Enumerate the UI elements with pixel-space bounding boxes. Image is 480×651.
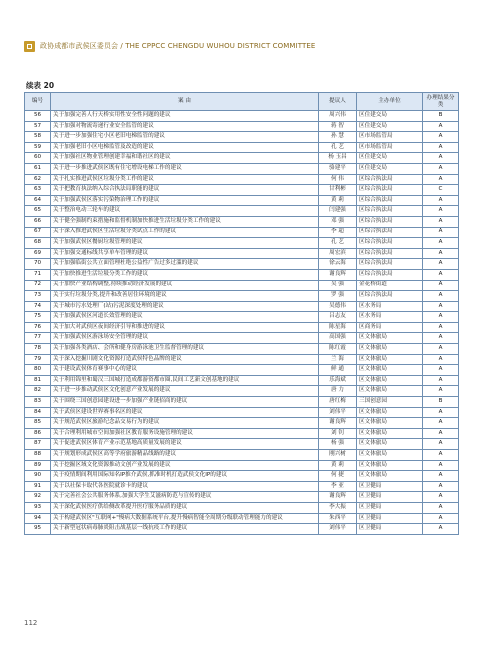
row-result-category: A xyxy=(423,418,459,429)
row-host-unit: 区文体旅局 xyxy=(357,439,423,450)
row-number: 90 xyxy=(25,471,51,482)
row-number: 94 xyxy=(25,513,51,524)
row-subject: 关于实行垃圾分类,提升和改善居住环境的建议 xyxy=(51,291,319,302)
row-subject: 关于加强武侯区河道长效管理的建议 xyxy=(51,312,319,323)
row-proposer: 徐云海 xyxy=(319,259,357,270)
row-number: 85 xyxy=(25,418,51,429)
row-result-category: A xyxy=(423,344,459,355)
row-result-category: A xyxy=(423,439,459,450)
table-row xyxy=(25,418,459,429)
table-row xyxy=(25,142,459,153)
row-proposer: 李 超 xyxy=(319,227,357,238)
table-row xyxy=(25,439,459,450)
row-number: 81 xyxy=(25,375,51,386)
header-host-unit: 主办单位 xyxy=(357,93,423,111)
row-proposer: 周宏滨 xyxy=(319,248,357,259)
row-subject: 关于以社保卡取代各医院就诊卡的建议 xyxy=(51,481,319,492)
table-row xyxy=(25,312,459,323)
cppcc-logo-icon xyxy=(24,41,35,52)
row-host-unit: 区综合执法局 xyxy=(357,174,423,185)
header-number: 编号 xyxy=(25,93,51,111)
row-result-category: A xyxy=(423,492,459,503)
row-result-category: A xyxy=(423,407,459,418)
row-host-unit: 区综合执法局 xyxy=(357,216,423,227)
row-host-unit: 区卫健局 xyxy=(357,524,423,535)
table-row xyxy=(25,502,459,513)
row-result-category: A xyxy=(423,269,459,280)
row-proposer: 陈星海 xyxy=(319,322,357,333)
row-number: 62 xyxy=(25,174,51,185)
row-number: 75 xyxy=(25,312,51,323)
row-result-category: A xyxy=(423,227,459,238)
row-subject: 关于合理利用城市空间加强社区教育服务设施管理的建议 xyxy=(51,428,319,439)
row-proposer: 兰 海 xyxy=(319,354,357,365)
table-row xyxy=(25,111,459,122)
row-proposer: 骆建平 xyxy=(319,163,357,174)
row-host-unit: 区综合执法局 xyxy=(357,259,423,270)
row-result-category: A xyxy=(423,450,459,461)
row-host-unit: 区卫健局 xyxy=(357,513,423,524)
row-result-category: A xyxy=(423,524,459,535)
table-continuation-label: 续表 20 xyxy=(26,81,55,90)
table-row xyxy=(25,428,459,439)
row-proposer: 吴德伟 xyxy=(319,301,357,312)
row-number: 83 xyxy=(25,397,51,408)
row-proposer: 陈红霞 xyxy=(319,344,357,355)
row-result-category: A xyxy=(423,121,459,132)
row-result-category: A xyxy=(423,153,459,164)
row-subject: 关于加强武侯区落实污染物治理工作的建议 xyxy=(51,195,319,206)
row-subject: 关于促进武侯区体育产业示范基地高质量发展的建议 xyxy=(51,439,319,450)
row-proposer: 乐海斌 xyxy=(319,375,357,386)
table-row xyxy=(25,386,459,397)
table-row xyxy=(25,375,459,386)
row-subject: 关于健全强制约束措施和监督机制加快推进生活垃圾分类工作的建议 xyxy=(51,216,319,227)
row-host-unit: 区住建交局 xyxy=(357,111,423,122)
row-number: 89 xyxy=(25,460,51,471)
row-proposer: 朱西平 xyxy=(319,513,357,524)
row-subject: 关于加大对武侯区夜间经济引导和推进的建议 xyxy=(51,322,319,333)
row-number: 68 xyxy=(25,238,51,249)
row-number: 88 xyxy=(25,450,51,461)
row-subject: 关于加强各类酒店、会所和健身房游泳池卫生监督管理的建议 xyxy=(51,344,319,355)
row-result-category: A xyxy=(423,428,459,439)
table-row xyxy=(25,280,459,291)
row-number: 60 xyxy=(25,153,51,164)
row-proposer: 刚兴树 xyxy=(319,450,357,461)
row-number: 93 xyxy=(25,502,51,513)
table-header-row xyxy=(25,93,459,111)
row-number: 77 xyxy=(25,333,51,344)
table-row xyxy=(25,397,459,408)
row-result-category: A xyxy=(423,354,459,365)
row-host-unit: 区卫健局 xyxy=(357,492,423,503)
row-proposer: 吕志友 xyxy=(319,312,357,323)
row-proposer: 周兴伟 xyxy=(319,111,357,122)
proposals-table xyxy=(24,92,459,535)
row-number: 65 xyxy=(25,206,51,217)
row-proposer: 邓 强 xyxy=(319,216,357,227)
row-result-category: A xyxy=(423,322,459,333)
row-subject: 关于把教育执法纳入综合执法局职能的建议 xyxy=(51,185,319,196)
row-subject: 关于加强社区物业管理创建幸福和谐社区的建议 xyxy=(51,153,319,164)
table-row xyxy=(25,524,459,535)
row-host-unit: 区文体旅局 xyxy=(357,450,423,461)
table-row xyxy=(25,195,459,206)
table-row xyxy=(25,185,459,196)
row-proposer: 谢良辉 xyxy=(319,492,357,503)
row-proposer: 何 伟 xyxy=(319,174,357,185)
row-host-unit: 区水务局 xyxy=(357,312,423,323)
row-host-unit: 区文体旅局 xyxy=(357,375,423,386)
row-proposer: 刘伟平 xyxy=(319,524,357,535)
row-host-unit: 区卫健局 xyxy=(357,481,423,492)
row-number: 57 xyxy=(25,121,51,132)
row-subject: 关于整治电动三轮车的建议 xyxy=(51,206,319,217)
row-result-category: A xyxy=(423,206,459,217)
header-subject: 案 由 xyxy=(51,93,319,111)
row-number: 74 xyxy=(25,301,51,312)
row-number: 66 xyxy=(25,216,51,227)
table-row xyxy=(25,301,459,312)
row-number: 64 xyxy=(25,195,51,206)
row-host-unit: 区文体旅局 xyxy=(357,460,423,471)
row-host-unit: 区文体旅局 xyxy=(357,354,423,365)
row-result-category: A xyxy=(423,248,459,259)
table-row xyxy=(25,121,459,132)
row-subject: 关于加快推进生活垃圾分类工作的建议 xyxy=(51,269,319,280)
row-proposer: 李 亚 xyxy=(319,481,357,492)
row-number: 56 xyxy=(25,111,51,122)
table-row xyxy=(25,174,459,185)
table-row xyxy=(25,492,459,503)
row-host-unit: 区商务局 xyxy=(357,322,423,333)
table-row xyxy=(25,365,459,376)
page-header xyxy=(24,40,315,52)
row-number: 69 xyxy=(25,248,51,259)
header-proposer: 提议人 xyxy=(319,93,357,111)
row-result-category: A xyxy=(423,259,459,270)
row-proposer: 何 捷 xyxy=(319,471,357,482)
row-subject: 关于进一步推进武侯区既有住宅增设电梯工作的建议 xyxy=(51,163,319,174)
row-proposer: 黄 莉 xyxy=(319,195,357,206)
row-number: 61 xyxy=(25,163,51,174)
row-subject: 关于深入推进武侯区生活垃圾分类试点工作的建议 xyxy=(51,227,319,238)
row-host-unit: 区综合执法局 xyxy=(357,185,423,196)
table-row xyxy=(25,407,459,418)
row-number: 84 xyxy=(25,407,51,418)
row-host-unit: 区文体旅局 xyxy=(357,386,423,397)
row-subject: 关于利用锦里和蜀汉三国城打造成都游资都市圈,民间工艺新文创基地的建议 xyxy=(51,375,319,386)
header-title: 政协成都市武侯区委员会 / THE CPPCC CHENGDU WUHOU DISTRICT COMMITTEE xyxy=(40,42,316,50)
row-subject: 关于加强完善人行天桥实用性安全性问题的建议 xyxy=(51,111,319,122)
row-subject: 关于加强交通标线共享单车管理的建议 xyxy=(51,248,319,259)
row-host-unit: 区文体旅局 xyxy=(357,333,423,344)
table-row xyxy=(25,481,459,492)
table-row xyxy=(25,322,459,333)
row-result-category: C xyxy=(423,185,459,196)
row-host-unit: 区卫健局 xyxy=(357,502,423,513)
row-result-category: A xyxy=(423,375,459,386)
row-number: 63 xyxy=(25,185,51,196)
row-number: 95 xyxy=(25,524,51,535)
table-row xyxy=(25,216,459,227)
row-subject: 关于加强武侯区餐厨垃圾管理的建议 xyxy=(51,238,319,249)
row-number: 71 xyxy=(25,269,51,280)
table-row xyxy=(25,471,459,482)
row-subject: 关于武侯区建设世界赛事名区的建议 xyxy=(51,407,319,418)
row-subject: 关于加强武侯区游泳场安全管理的建议 xyxy=(51,333,319,344)
table-row xyxy=(25,291,459,302)
row-subject: 关于构建武侯区"互联网+"慢病大数据系统平台,提升慢病智能全周期分级联动管理能力的建议 xyxy=(51,513,319,524)
row-host-unit: 区水务局 xyxy=(357,301,423,312)
row-result-category: A xyxy=(423,502,459,513)
page-number: 112 xyxy=(24,619,38,627)
row-result-category: A xyxy=(423,195,459,206)
row-result-category: A xyxy=(423,238,459,249)
row-proposer: 唐 力 xyxy=(319,386,357,397)
row-subject: 关于深化武侯医疗供给侧改革提升医疗服务品质的建议 xyxy=(51,502,319,513)
row-number: 70 xyxy=(25,259,51,270)
row-subject: 关于围绕三国创意园建设进一步加强产业链招商的建议 xyxy=(51,397,319,408)
row-host-unit: 区综合执法局 xyxy=(357,238,423,249)
row-host-unit: 区综合执法局 xyxy=(357,195,423,206)
table-row xyxy=(25,132,459,143)
row-host-unit: 区综合执法局 xyxy=(357,248,423,259)
row-host-unit: 区综合执法局 xyxy=(357,206,423,217)
row-host-unit: 区住建交局 xyxy=(357,121,423,132)
row-number: 82 xyxy=(25,386,51,397)
row-result-category: A xyxy=(423,291,459,302)
row-host-unit: 区综合执法局 xyxy=(357,227,423,238)
table-row xyxy=(25,269,459,280)
row-number: 58 xyxy=(25,132,51,143)
row-host-unit: 区文体旅局 xyxy=(357,407,423,418)
row-proposer: 高国强 xyxy=(319,333,357,344)
row-subject: 关于扎实推进武侯区垃圾分类工作的建议 xyxy=(51,174,319,185)
header-result-category: 办理结果分类 xyxy=(423,93,459,111)
row-subject: 关于疫情期间利用国际知名IP推介武侯,抓准时机打造武侯文化IP的建议 xyxy=(51,471,319,482)
table-row xyxy=(25,259,459,270)
row-host-unit: 区住建交局 xyxy=(357,163,423,174)
row-result-category: A xyxy=(423,333,459,344)
row-subject: 关于规范武侯区旅游纪念品交易行为的建议 xyxy=(51,418,319,429)
row-subject: 关于建设武侯体育赛事中心的建议 xyxy=(51,365,319,376)
row-subject: 关于进一步推动武侯区文化创意产业发展的建议 xyxy=(51,386,319,397)
row-subject: 关于挖掘区域文化资源推动文创产业发展的建议 xyxy=(51,460,319,471)
row-host-unit: 区综合执法局 xyxy=(357,269,423,280)
row-result-category: A xyxy=(423,142,459,153)
row-result-category: A xyxy=(423,280,459,291)
row-result-category: A xyxy=(423,163,459,174)
table-row xyxy=(25,354,459,365)
row-host-unit: 区综合执法局 xyxy=(357,291,423,302)
row-result-category: A xyxy=(423,216,459,227)
row-subject: 关于加强临街公共立面管理杜绝公益性广告过多过滥的建议 xyxy=(51,259,319,270)
row-proposer: 孔 艺 xyxy=(319,142,357,153)
row-proposer: 孙 慧 xyxy=(319,132,357,143)
table-row xyxy=(25,206,459,217)
row-host-unit: 金花桥街道 xyxy=(357,280,423,291)
row-subject: 关于加强对物流寄递行业安全监管的建议 xyxy=(51,121,319,132)
table-row xyxy=(25,513,459,524)
row-result-category: A xyxy=(423,174,459,185)
row-result-category: A xyxy=(423,301,459,312)
row-number: 73 xyxy=(25,291,51,302)
row-proposer: 谢良辉 xyxy=(319,269,357,280)
row-result-category: A xyxy=(423,365,459,376)
row-result-category: B xyxy=(423,111,459,122)
row-subject: 关于完善社会公共服务体系,加强大学生艾滋病防范与宣传的建议 xyxy=(51,492,319,503)
row-number: 59 xyxy=(25,142,51,153)
table-row xyxy=(25,248,459,259)
row-number: 80 xyxy=(25,365,51,376)
row-result-category: A xyxy=(423,312,459,323)
row-host-unit: 区市场监管局 xyxy=(357,142,423,153)
row-proposer: 杨 强 xyxy=(319,439,357,450)
row-result-category: A xyxy=(423,513,459,524)
table-row xyxy=(25,227,459,238)
row-subject: 关于新型冠状病毒肺炎阻击战基层一线抗疫工作的建议 xyxy=(51,524,319,535)
row-host-unit: 区市场监管局 xyxy=(357,132,423,143)
row-host-unit: 区文体旅局 xyxy=(357,344,423,355)
row-subject: 关于进一步加强住宅小区老旧电梯监管的建议 xyxy=(51,132,319,143)
table-row xyxy=(25,163,459,174)
row-result-category: A xyxy=(423,471,459,482)
row-subject: 关于加强老旧小区电梯监管及改造的建议 xyxy=(51,142,319,153)
row-number: 86 xyxy=(25,428,51,439)
table-row xyxy=(25,460,459,471)
row-proposer: 罗 强 xyxy=(319,291,357,302)
row-result-category: A xyxy=(423,386,459,397)
row-result-category: A xyxy=(423,481,459,492)
row-result-category: B xyxy=(423,397,459,408)
row-number: 92 xyxy=(25,492,51,503)
row-proposer: 孔 艺 xyxy=(319,238,357,249)
row-subject: 关于规划形成武侯区高等学府旅游精品线路的建议 xyxy=(51,450,319,461)
row-host-unit: 区文体旅局 xyxy=(357,471,423,482)
row-proposer: 刘 钊 xyxy=(319,428,357,439)
row-result-category: A xyxy=(423,132,459,143)
row-number: 79 xyxy=(25,354,51,365)
row-proposer: 唐红梅 xyxy=(319,397,357,408)
row-number: 91 xyxy=(25,481,51,492)
row-proposer: 闫建强 xyxy=(319,206,357,217)
row-host-unit: 三国创意园 xyxy=(357,397,423,408)
row-number: 72 xyxy=(25,280,51,291)
row-proposer: 鲜 通 xyxy=(319,365,357,376)
row-host-unit: 区文体旅局 xyxy=(357,365,423,376)
row-host-unit: 区住建交局 xyxy=(357,153,423,164)
row-proposer: 蒋 智 xyxy=(319,121,357,132)
table-row xyxy=(25,344,459,355)
table-row xyxy=(25,333,459,344)
row-subject: 关于深入挖掘川剧文化资源打造武侯特色品牌的建议 xyxy=(51,354,319,365)
row-number: 78 xyxy=(25,344,51,355)
row-proposer: 刘伟平 xyxy=(319,407,357,418)
table-row xyxy=(25,238,459,249)
row-host-unit: 区文体旅局 xyxy=(357,418,423,429)
row-number: 67 xyxy=(25,227,51,238)
row-subject: 关于城市污水处理厂(站)污泥深度处理的建议 xyxy=(51,301,319,312)
table-row xyxy=(25,153,459,164)
row-proposer: 谢良辉 xyxy=(319,418,357,429)
row-proposer: 甘利彬 xyxy=(319,185,357,196)
row-host-unit: 区文体旅局 xyxy=(357,428,423,439)
row-proposer: 杨 玉昌 xyxy=(319,153,357,164)
row-number: 87 xyxy=(25,439,51,450)
row-proposer: 李大振 xyxy=(319,502,357,513)
row-subject: 关于加快产业结构调整,持续推动经济发展的建议 xyxy=(51,280,319,291)
row-proposer: 黄 莉 xyxy=(319,460,357,471)
table-row xyxy=(25,450,459,461)
row-result-category: A xyxy=(423,460,459,471)
row-proposer: 吴 强 xyxy=(319,280,357,291)
row-number: 76 xyxy=(25,322,51,333)
